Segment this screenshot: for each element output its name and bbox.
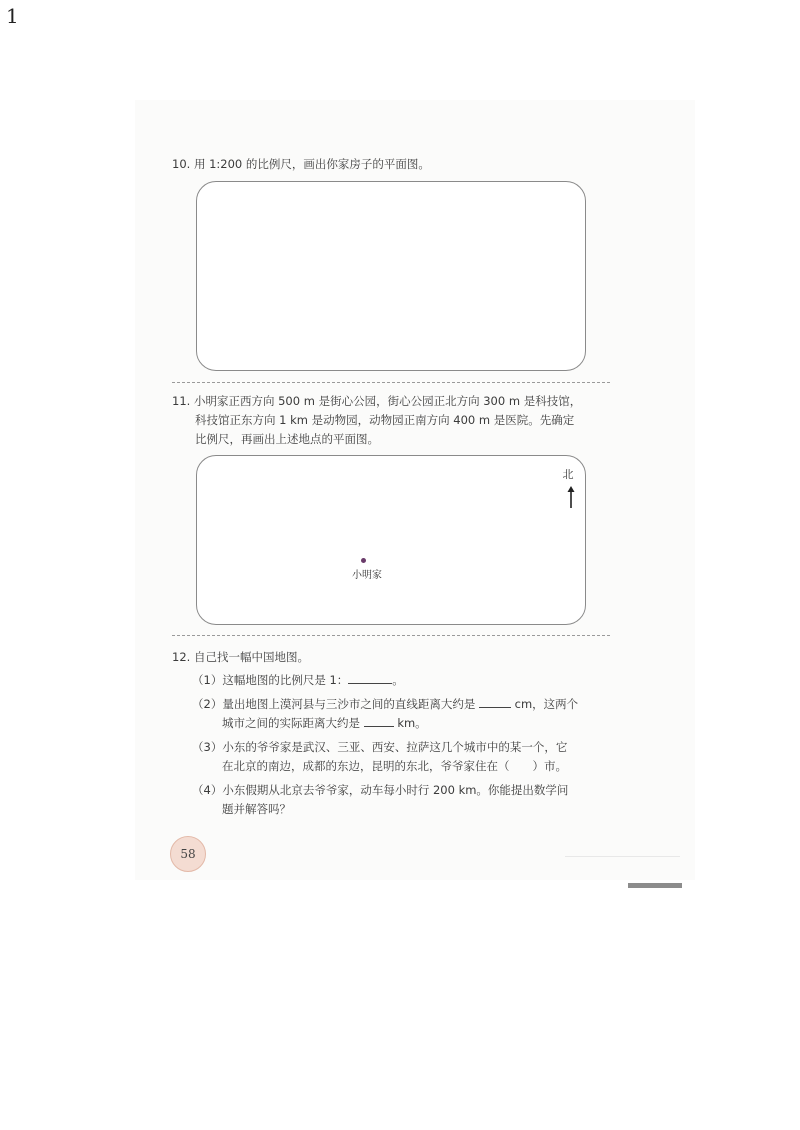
question-12-number: 12. (172, 650, 191, 664)
q12-part-3 (192, 738, 567, 776)
footer-line (565, 856, 680, 857)
section-divider (172, 382, 610, 383)
home-marker (361, 558, 366, 563)
north-label: 北 (562, 468, 574, 481)
question-10 (172, 155, 430, 174)
question-11 (172, 392, 581, 449)
section-divider (172, 635, 610, 636)
north-arrow-icon (566, 486, 576, 508)
q12-part-2-unit: km。 (397, 716, 427, 730)
question-12-title: 自己找一幅中国地图。 (193, 650, 309, 664)
page-number-badge (170, 836, 206, 872)
q12-part-3-line1: （3）小东的爷爷家是武汉、三亚、西安、拉萨这几个城市中的某一个，它 (192, 740, 568, 754)
answer-blank[interactable] (479, 707, 511, 708)
q12-part-2-line2: 城市之间的实际距离大约是 (222, 716, 360, 730)
q12-part-1-suffix: 。 (392, 673, 404, 687)
q12-part-1 (192, 671, 404, 690)
q12-part-3-line2: 在北京的南边，成都的东边，昆明的东北，爷爷家住在（ ）市。 (222, 759, 567, 773)
q12-part-1-text: （1）这幅地图的比例尺是 1： (192, 673, 349, 687)
question-11-line1: 小明家正西方向 500 m 是街心公园，街心公园正北方向 300 m 是科技馆， (193, 394, 582, 408)
corner-number: 1 (6, 4, 19, 28)
q12-part-4-line1: （4）小东假期从北京去爷爷家，动车每小时行 200 km。你能提出数学问 (192, 783, 569, 797)
question-10-text: 用 1:200 的比例尺，画出你家房子的平面图。 (193, 157, 430, 171)
gray-bar (628, 883, 682, 888)
page-number: 58 (180, 847, 196, 861)
question-12 (172, 648, 309, 667)
home-label: 小明家 (352, 570, 382, 581)
q10-drawing-area (196, 181, 586, 371)
question-10-number: 10. (172, 157, 191, 171)
q12-part-2 (192, 695, 578, 733)
q12-part-4-line2: 题并解答吗？ (222, 802, 291, 816)
question-11-number: 11. (172, 394, 191, 408)
question-11-line3: 比例尺，再画出上述地点的平面图。 (195, 432, 379, 446)
q12-part-4 (192, 781, 568, 819)
question-11-line2: 科技馆正东方向 1 km 是动物园，动物园正南方向 400 m 是医院。先确定 (195, 413, 575, 427)
q11-drawing-area (196, 455, 586, 625)
answer-blank[interactable] (364, 726, 394, 727)
q12-part-2-text-b: cm，这两个 (514, 697, 579, 711)
q12-part-2-text: （2）量出地图上漠河县与三沙市之间的直线距离大约是 (192, 697, 476, 711)
answer-blank[interactable] (348, 683, 392, 684)
